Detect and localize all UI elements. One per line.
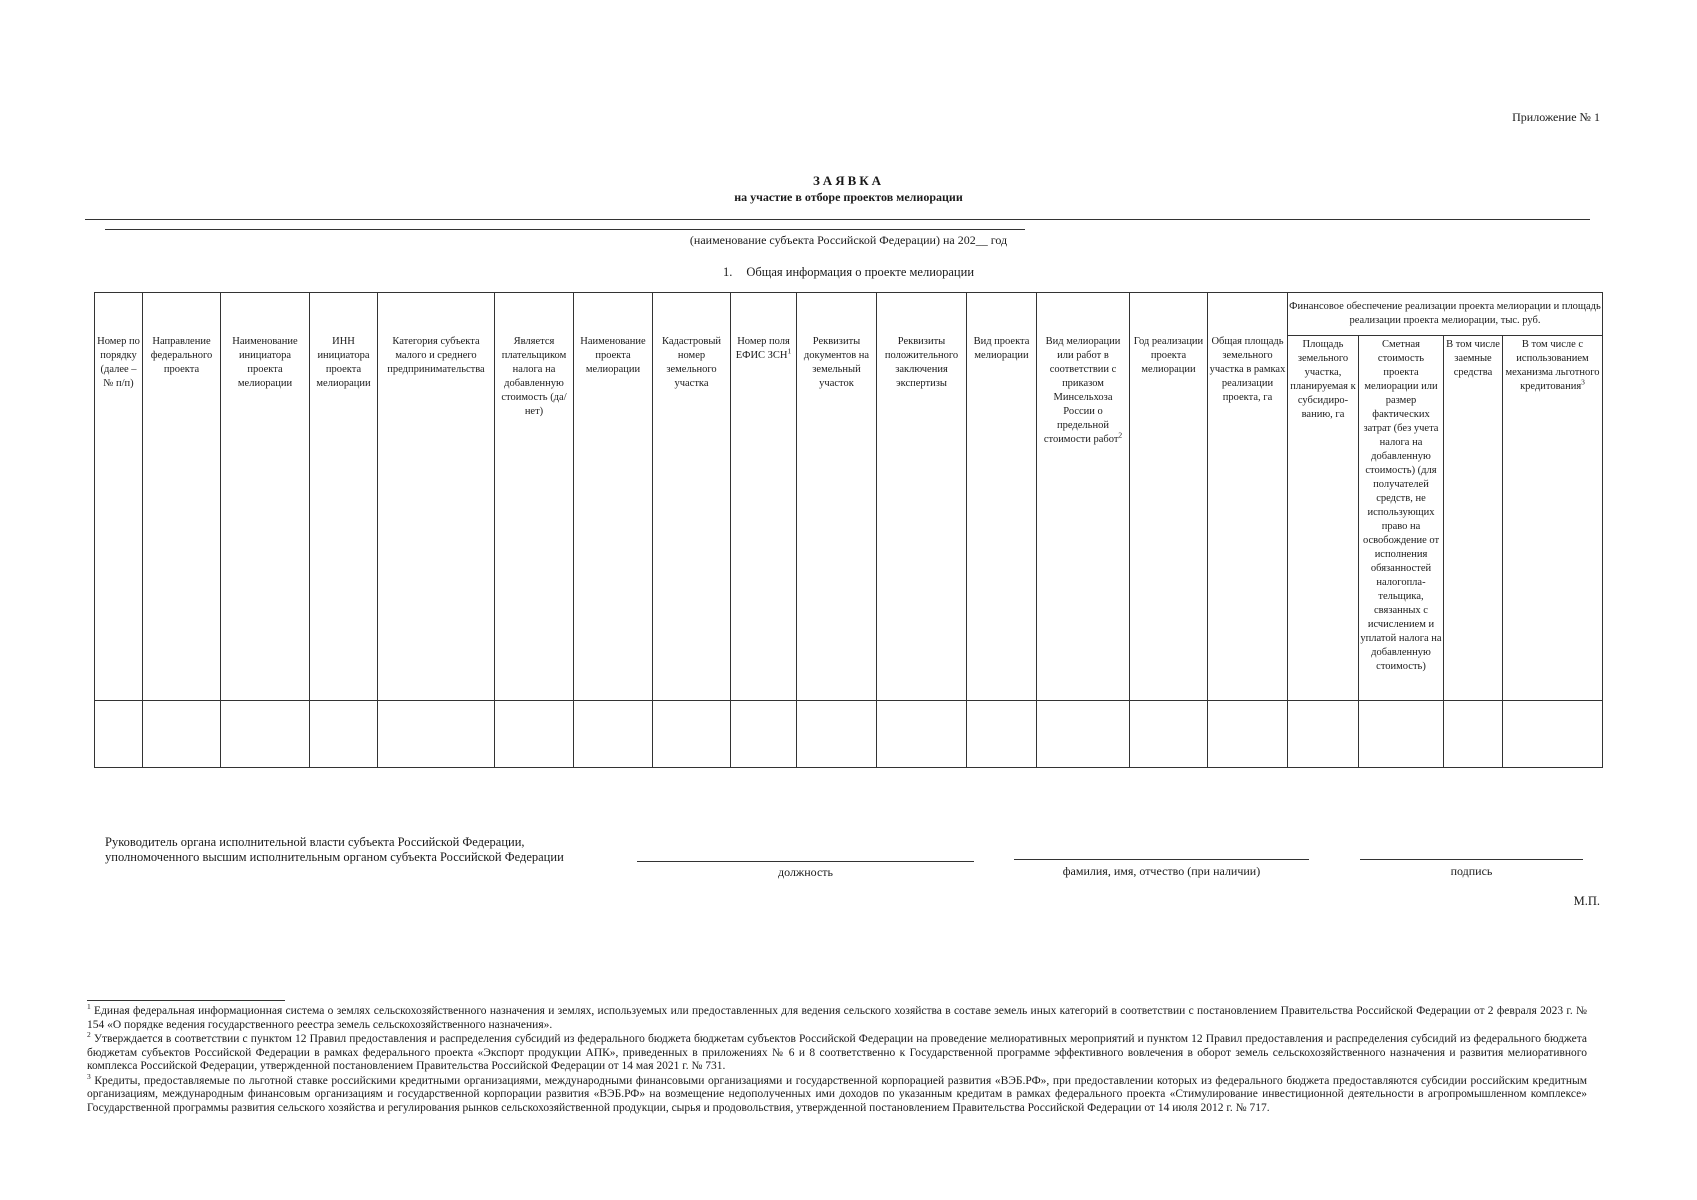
subject-name-line xyxy=(105,229,1025,230)
footnotes xyxy=(87,1002,1587,1116)
position-line[interactable] xyxy=(637,861,974,862)
column-header: Категория субъекта малого и среднего предпринимательства xyxy=(378,293,495,701)
column-header: Реквизиты документов на земельный участок xyxy=(797,293,877,701)
footnote-3: $^3$ Кредиты, предоставляемые по льготной ставке российскими кредитными организациями, международными финансовыми организациями и государственной корпорацией развития «ВЭБ.РФ», при предоставлении которых из федерального бюджета предоставляются субсидии российским кредитным организациям, международным финансовым организациям и государственной корпорации развития «ВЭБ.РФ» на возмещение недополученных ими доходов по указанным кредитам в рамках федерального проекта «Стимулирование инвестиционной деятельности в агропромышленном комплексе» Государственной программы развития сельского хозяйства и регулирования рынков сельскохозяйственной продукции, сырья и продовольствия, утвержденной постановлением Правительства Российской Федерации от 14 июля 2012 г. № 717. xyxy=(87,1071,1587,1114)
column-header: Направление федерального проекта xyxy=(143,293,221,701)
table-cell[interactable] xyxy=(1288,701,1359,768)
table-cell[interactable] xyxy=(1444,701,1503,768)
section-title: Общая информация о проекте мелиорации xyxy=(746,265,975,279)
section-number: 1. xyxy=(722,265,733,279)
title-divider xyxy=(85,219,1590,220)
signature-line[interactable] xyxy=(1360,859,1583,860)
appendix-label: Приложение № 1 xyxy=(1512,110,1600,124)
column-header: Общая площадь земельного участка в рамках реализации проекта, га xyxy=(1208,293,1288,701)
table-row xyxy=(95,701,1603,768)
table-cell[interactable] xyxy=(143,701,221,768)
column-header: ИНН инициатора проекта мелиорации xyxy=(310,293,378,701)
section-heading xyxy=(0,265,1697,280)
signatory-label: Руководитель органа исполнительной власти субъекта Российской Федерации, уполномоченного высшим исполнительным органом субъекта Российской Федерации xyxy=(105,835,564,864)
table-cell[interactable] xyxy=(221,701,310,768)
column-header: Кадастровый номер земельного участка xyxy=(653,293,731,701)
signature-caption: подпись xyxy=(1450,864,1493,878)
stamp-placeholder: М.П. xyxy=(1573,894,1600,908)
column-header: Вид проекта мелиорации xyxy=(967,293,1037,701)
column-header: Номер по порядку (далее – № п/п) xyxy=(95,293,143,701)
table-cell[interactable] xyxy=(1503,701,1603,768)
table-cell[interactable] xyxy=(967,701,1037,768)
table-cell[interactable] xyxy=(1208,701,1288,768)
table-cell[interactable] xyxy=(1037,701,1130,768)
column-header: Сметная стоимость проекта мелиорации или размер фактических затрат (без учета налога на добавленную стоимость) (для получателей средств, не использующих право на освобождение от исполнения обязанностей налогопла-тельщика, связанных с исчислением и уплатой налога на добавленную стоимость) xyxy=(1359,336,1444,701)
column-header: В том числе с использованием механизма льготного кредитования$^3$ xyxy=(1503,336,1603,701)
finance-group-header: Финансовое обеспечение реализации проекта мелиорации и площадь реализации проекта мелиорации, тыс. руб. xyxy=(1288,293,1603,336)
table-cell[interactable] xyxy=(574,701,653,768)
table-cell[interactable] xyxy=(378,701,495,768)
subject-caption: (наименование субъекта Российской Федерации) на 202__ год xyxy=(689,233,1008,247)
column-header: Наименование проекта мелиорации xyxy=(574,293,653,701)
table-cell[interactable] xyxy=(653,701,731,768)
table-cell[interactable] xyxy=(1130,701,1208,768)
name-caption: фамилия, имя, отчество (при наличии) xyxy=(1062,864,1261,878)
position-caption: должность xyxy=(778,865,833,879)
application-table xyxy=(94,292,1603,768)
column-header: Номер поля ЕФИС ЗСН$^1$ xyxy=(731,293,797,701)
footnote-1: $^1$ Единая федеральная информационная система о землях сельскохозяйственного назначения и землях, используемых или предоставленных для ведения сельского хозяйства в составе земель иных категорий в соответствии с постановлением Правительства Российской Федерации от 2 февраля 2023 г. № 154 «О порядке ведения государственного реестра земель сельскохозяйственного назначения». xyxy=(87,1002,1587,1031)
column-header: В том числе заемные средства xyxy=(1444,336,1503,701)
column-header: Реквизиты положительного заключения экспертизы xyxy=(877,293,967,701)
column-header: Является плательщиком налога на добавленную стоимость (да/нет) xyxy=(495,293,574,701)
name-line[interactable] xyxy=(1014,859,1309,860)
footnote-2: $^2$ Утверждается в соответствии с пунктом 12 Правил предоставления и распределения субсидий из федерального бюджета бюджетам субъектов Российской Федерации на проведение мелиоративных мероприятий и пунктом 12 Правил предоставления и распределения субсидий из федерального бюджета бюджетам субъектов Российской Федерации в рамках федерального проекта «Экспорт продукции АПК», приведенных в приложениях № 6 и 8 соответственно к Государственной программе эффективного вовлечения в оборот земель сельскохозяйственного назначения и развития мелиоративного комплекса Российской Федерации, утвержденной постановлением Правительства Российской Федерации от 14 мая 2021 г. № 731. xyxy=(87,1030,1587,1072)
column-header: Вид мелиорации или работ в соответствии с приказом Минсельхоза России о предельной стоимости работ$^2$ xyxy=(1037,293,1130,701)
table-cell[interactable] xyxy=(1359,701,1444,768)
document-title: ЗАЯВКА xyxy=(812,173,885,188)
table-cell[interactable] xyxy=(877,701,967,768)
table-cell[interactable] xyxy=(310,701,378,768)
table-cell[interactable] xyxy=(731,701,797,768)
table-cell[interactable] xyxy=(495,701,574,768)
table-header-row xyxy=(95,293,1603,336)
column-header: Наименование инициатора проекта мелиорации xyxy=(221,293,310,701)
document-subtitle: на участие в отборе проектов мелиорации xyxy=(734,190,963,204)
column-header: Год реализации проекта мелиорации xyxy=(1130,293,1208,701)
column-header: Площадь земельного участка, планируемая к субсидиро-ванию, га xyxy=(1288,336,1359,701)
table-cell[interactable] xyxy=(797,701,877,768)
footnote-divider xyxy=(87,1000,285,1001)
table-cell[interactable] xyxy=(95,701,143,768)
